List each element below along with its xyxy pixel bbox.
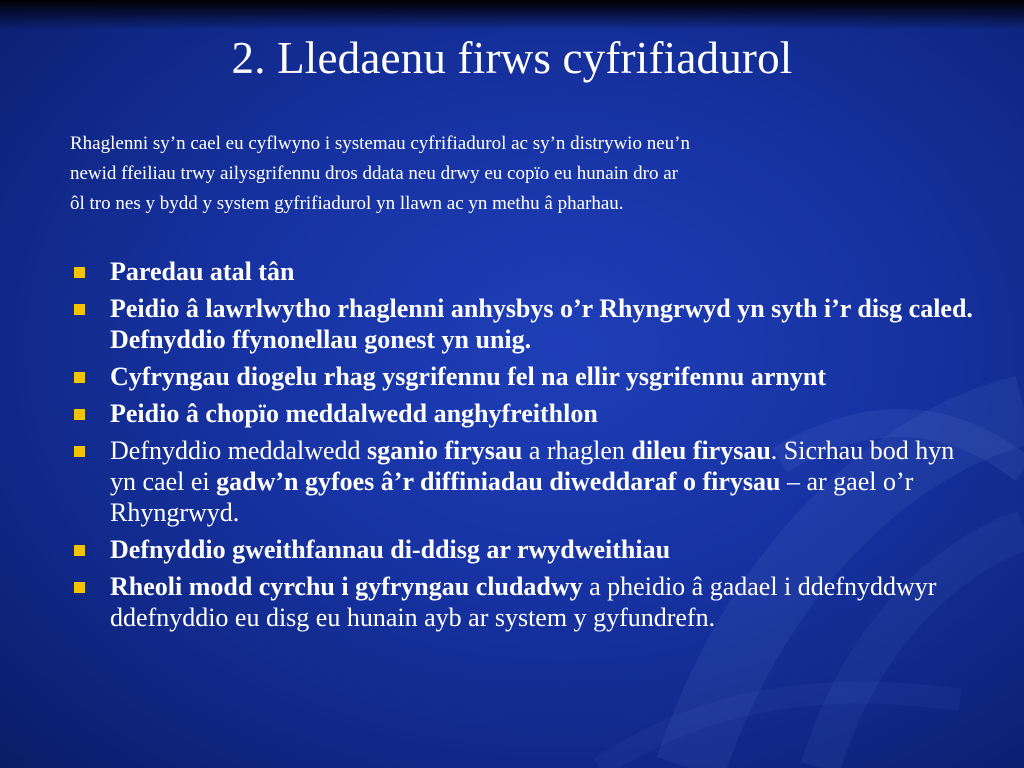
bullet-text: – ar gael o’r Rhyngrwyd. xyxy=(110,467,914,527)
intro-line: ôl tro nes y bydd y system gyfrifiadurol yn llawn ac yn methu â pharhau. xyxy=(70,193,624,214)
bullet-text-bold: dileu firysau xyxy=(631,436,771,465)
bullet-item xyxy=(72,361,982,392)
bullet-text-bold: Cyfryngau diogelu rhag ysgrifennu fel na ellir ysgrifennu arnynt xyxy=(110,362,827,391)
bullet-text: a rhaglen xyxy=(522,436,632,465)
slide-title: 2. Lledaenu firws cyfrifiadurol xyxy=(231,33,793,83)
bullet-text: a pheidio â gadael i ddefnyddwyr ddefnyddio eu disg eu hunain ayb ar system y gyfundrefn. xyxy=(110,572,937,632)
intro-line: newid ffeiliau trwy ailysgrifennu dros ddata neu drwy eu copïo eu hunain dro ar xyxy=(70,163,678,184)
bullet-item xyxy=(72,571,982,633)
square-bullet-icon xyxy=(74,409,85,420)
square-bullet-icon xyxy=(74,267,85,278)
bullet-item xyxy=(72,435,982,528)
bullet-item xyxy=(72,534,982,565)
square-bullet-icon xyxy=(74,446,85,457)
bullet-text-bold: Paredau atal tân xyxy=(110,257,295,286)
bullet-item xyxy=(72,398,982,429)
bullet-text-bold: sganio firysau xyxy=(367,436,523,465)
square-bullet-icon xyxy=(74,372,85,383)
bullet-text-bold: Defnyddio gweithfannau di-ddisg ar rwydweithiau xyxy=(110,535,671,564)
bullet-text-bold: Peidio â lawrlwytho rhaglenni anhysbys o’r Rhyngrwyd yn syth i’r disg caled. Defnyddio ffynonellau gonest yn unig. xyxy=(110,294,973,354)
intro-line: Rhaglenni sy’n cael eu cyflwyno i systemau cyfrifiadurol ac sy’n distrywio neu’n xyxy=(70,133,690,154)
square-bullet-icon xyxy=(74,582,85,593)
bullet-text-bold: gadw’n gyfoes â’r diffiniadau diweddaraf o firysau xyxy=(216,467,781,496)
bullet-list xyxy=(72,256,982,639)
intro-paragraph xyxy=(70,129,870,219)
bullet-text: Defnyddio meddalwedd xyxy=(110,436,368,465)
bullet-item xyxy=(72,256,982,287)
bullet-text: . Sicrhau bod hyn yn cael ei xyxy=(110,436,955,496)
bullet-text-bold: Rheoli modd cyrchu i gyfryngau cludadwy xyxy=(110,572,583,601)
bullet-text-bold: Peidio â chopïo meddalwedd anghyfreithlon xyxy=(110,399,598,428)
bullet-item xyxy=(72,293,982,355)
square-bullet-icon xyxy=(74,545,85,556)
square-bullet-icon xyxy=(74,304,85,315)
